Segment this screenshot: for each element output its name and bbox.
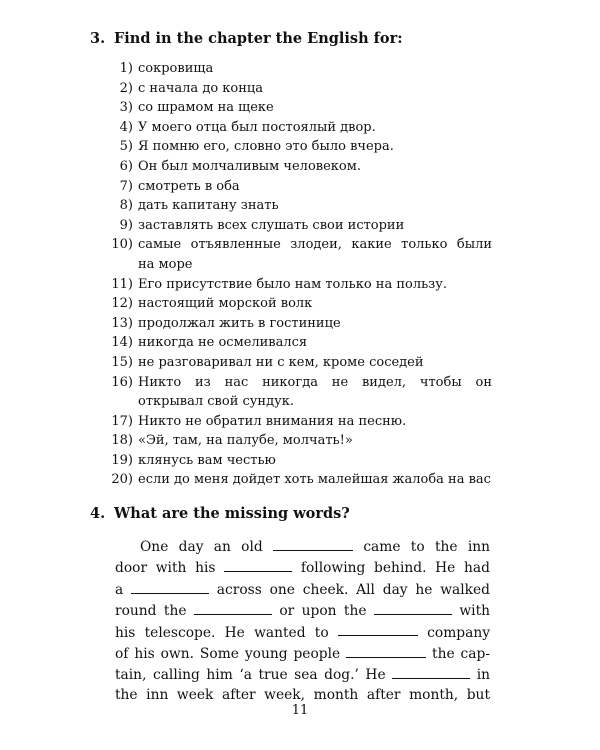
- answer-blank[interactable]: [131, 579, 209, 594]
- item-text: с начала до конца: [138, 80, 264, 96]
- item-number: 14): [111, 335, 133, 351]
- list-item-continuation: [108, 392, 492, 412]
- list-item: [108, 333, 492, 353]
- item-text: У моего отца был постоялый двор.: [138, 119, 376, 135]
- task-3-title: Find in the chapter the English for:: [114, 30, 403, 47]
- item-text: сокровища: [138, 61, 214, 76]
- item-number: 12): [111, 296, 133, 312]
- list-item: [108, 235, 492, 255]
- passage-text: round the: [115, 602, 187, 619]
- item-text: настоящий морской волк: [138, 296, 313, 312]
- passage-line: the inn week after week, month after month, but: [115, 686, 490, 703]
- list-item: [108, 196, 492, 216]
- passage-line: [115, 664, 490, 685]
- list-item: [108, 79, 492, 99]
- item-number: 13): [111, 315, 133, 331]
- item-number: 11): [111, 276, 133, 292]
- list-item: [108, 373, 492, 393]
- item-number: 4): [119, 119, 133, 135]
- passage-text: tain, calling him ‘a true sea dog.’ He: [115, 667, 386, 684]
- item-number-spacer: [108, 392, 133, 412]
- passage-text: his telescope. He wanted to: [115, 624, 329, 641]
- list-item: [108, 275, 492, 295]
- item-text: клянусь вам честью: [138, 452, 276, 468]
- item-number: 10): [111, 237, 133, 253]
- page-number: 11: [291, 703, 309, 718]
- passage-text: door with his: [115, 560, 216, 577]
- list-item: [108, 157, 492, 177]
- answer-blank[interactable]: [374, 600, 452, 615]
- passage-text: following behind. He had: [300, 560, 490, 577]
- passage-text: in: [476, 667, 491, 684]
- item-number: 19): [111, 452, 133, 468]
- item-number: 5): [119, 139, 133, 155]
- task-4-title: What are the missing words?: [114, 505, 350, 522]
- item-text: не разговаривал ни с кем, кроме соседей: [138, 354, 424, 370]
- task-4-number: 4.: [90, 505, 106, 522]
- item-text: смотреть в оба: [138, 178, 240, 194]
- passage-line: [115, 643, 490, 664]
- item-text: Он был молчаливым человеком.: [138, 158, 361, 174]
- task-3-number: 3.: [90, 30, 106, 47]
- list-item: [108, 470, 492, 490]
- item-number: 1): [119, 61, 133, 76]
- item-text-continuation: открывал свой сундук.: [138, 394, 294, 410]
- passage-line: [115, 557, 490, 578]
- passage-line: [115, 536, 490, 557]
- passage-text: One day an old: [140, 538, 263, 555]
- answer-blank[interactable]: [194, 600, 272, 615]
- item-text: самые отъявленные злодеи, какие только были: [138, 237, 492, 253]
- item-number: 17): [111, 413, 133, 429]
- gap-fill-passage: [115, 536, 490, 705]
- item-text: дать капитану знать: [138, 198, 279, 214]
- list-item: [108, 59, 492, 79]
- item-text: со шрамом на щеке: [138, 100, 274, 116]
- passage-text: came to the inn: [363, 538, 491, 555]
- answer-blank[interactable]: [346, 643, 426, 658]
- answer-blank[interactable]: [273, 536, 353, 551]
- item-text: продолжал жить в гостинице: [138, 315, 341, 331]
- passage-line: [115, 622, 490, 643]
- list-item: [108, 177, 492, 197]
- item-number: 20): [111, 472, 133, 488]
- list-item: [108, 98, 492, 118]
- task-4-heading: [90, 505, 350, 522]
- answer-blank[interactable]: [392, 664, 470, 679]
- passage-line: [115, 579, 490, 600]
- item-number: 7): [119, 178, 133, 194]
- task-3-heading: [90, 30, 403, 47]
- item-number-spacer: [108, 255, 133, 275]
- passage-text: a: [115, 581, 124, 598]
- item-text: никогда не осмеливался: [138, 335, 308, 351]
- item-number: 15): [111, 354, 133, 370]
- list-item: [108, 294, 492, 314]
- item-number: 3): [119, 100, 133, 116]
- passage-line: [115, 600, 490, 621]
- list-item-continuation: [108, 255, 492, 275]
- passage-text: with: [459, 602, 490, 619]
- list-item: [108, 353, 492, 373]
- item-number: 6): [119, 158, 133, 174]
- list-item: [108, 118, 492, 138]
- item-text: Его присутствие было нам только на пользу.: [138, 276, 448, 292]
- passage-text: across one cheek. All day he walked: [216, 581, 490, 598]
- passage-text: company: [427, 624, 491, 641]
- item-number: 18): [111, 433, 133, 449]
- item-text: Никто не обратил внимания на песню.: [138, 413, 407, 429]
- list-item: [108, 451, 492, 471]
- list-item: [108, 431, 492, 451]
- list-item: [108, 314, 492, 334]
- passage-text: or upon the: [279, 602, 367, 619]
- list-item: [108, 137, 492, 157]
- item-text: Никто из нас никогда не видел, чтобы он: [138, 374, 492, 390]
- item-text: Я помню его, словно это было вчера.: [138, 139, 394, 155]
- passage-text: the cap-: [432, 645, 490, 662]
- passage-text: of his own. Some young people: [115, 645, 341, 662]
- list-item: [108, 412, 492, 432]
- item-text: «Эй, там, на палубе, молчать!»: [138, 433, 353, 449]
- item-text: если до меня дойдет хоть малейшая жалоба на вас: [138, 472, 491, 488]
- list-item: [108, 216, 492, 236]
- item-number: 8): [119, 198, 133, 214]
- item-number: 2): [119, 80, 133, 96]
- item-text-continuation: на море: [138, 256, 193, 272]
- item-number: 16): [111, 374, 133, 390]
- item-number: 9): [119, 217, 133, 233]
- translation-list: [108, 59, 492, 490]
- answer-blank[interactable]: [224, 557, 292, 572]
- item-text: заставлять всех слушать свои истории: [138, 217, 405, 233]
- answer-blank[interactable]: [338, 622, 418, 637]
